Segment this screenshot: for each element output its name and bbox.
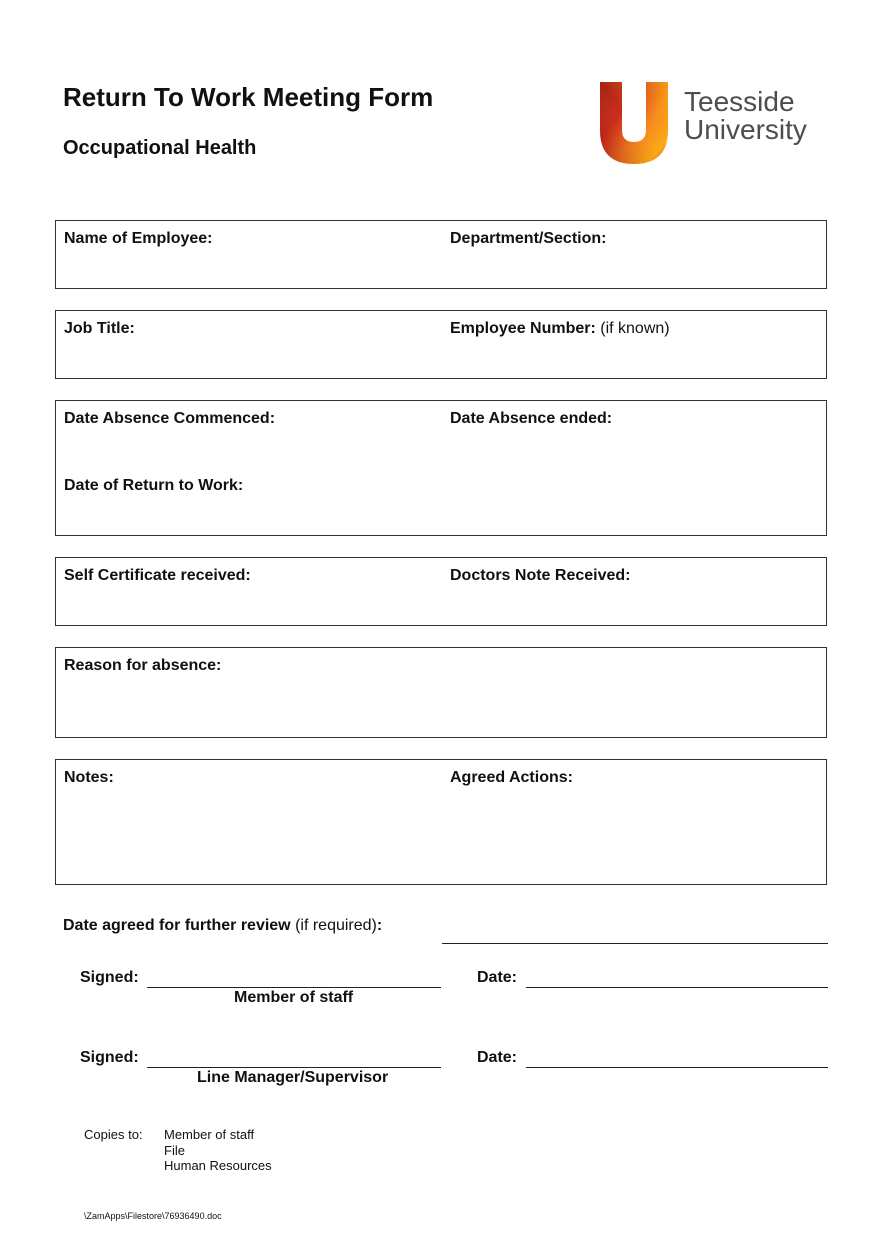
agreed-actions-label: Agreed Actions: [450, 769, 573, 786]
signed-label-manager: Signed: [80, 1049, 139, 1066]
line-manager-label: Line Manager/Supervisor [197, 1069, 389, 1086]
teesside-logo [598, 80, 818, 166]
self-certificate-label: Self Certificate received: [64, 567, 251, 584]
date-absence-commenced-label: Date Absence Commenced: [64, 410, 276, 427]
job-title-box [55, 310, 827, 379]
notes-box [55, 759, 827, 885]
university-u-icon [598, 80, 674, 166]
reason-for-absence-label: Reason for absence: [64, 657, 222, 674]
date-label-staff: Date: [477, 969, 518, 986]
manager-date-line[interactable] [526, 1067, 828, 1068]
name-of-employee-label: Name of Employee: [64, 230, 213, 247]
copies-to-label: Copies to: [84, 1127, 143, 1142]
employee-number-label: Employee Number: (if known) [450, 320, 670, 337]
certificate-box [55, 557, 827, 626]
date-label-manager: Date: [477, 1049, 518, 1066]
manager-signature-line[interactable] [147, 1067, 441, 1068]
file-path: \ZamApps\Filestore\76936490.doc [84, 1211, 222, 1221]
date-of-return-label: Date of Return to Work: [64, 477, 244, 494]
review-date-label: Date agreed for further review (if required): [63, 917, 383, 934]
staff-signature-line[interactable] [147, 987, 441, 988]
absence-dates-box [55, 400, 827, 536]
page-subtitle: Occupational Health [63, 137, 257, 159]
date-absence-ended-label: Date Absence ended: [450, 410, 613, 427]
signed-label-staff: Signed: [80, 969, 139, 986]
department-section-label: Department/Section: [450, 230, 607, 247]
page-title: Return To Work Meeting Form [63, 82, 434, 112]
copies-recipients [164, 1127, 272, 1174]
job-title-label: Job Title: [64, 320, 135, 337]
reason-box [55, 647, 827, 738]
doctors-note-label: Doctors Note Received: [450, 567, 631, 584]
notes-label: Notes: [64, 769, 114, 786]
recipient-item: File [164, 1142, 185, 1158]
logo-wordmark: Teesside University [684, 86, 807, 145]
recipient-item: Human Resources [164, 1158, 272, 1173]
employee-name-box [55, 220, 827, 289]
review-date-line[interactable] [442, 943, 828, 944]
staff-date-line[interactable] [526, 987, 828, 988]
recipient-item: Member of staff [164, 1127, 255, 1142]
member-of-staff-label: Member of staff [234, 989, 354, 1006]
